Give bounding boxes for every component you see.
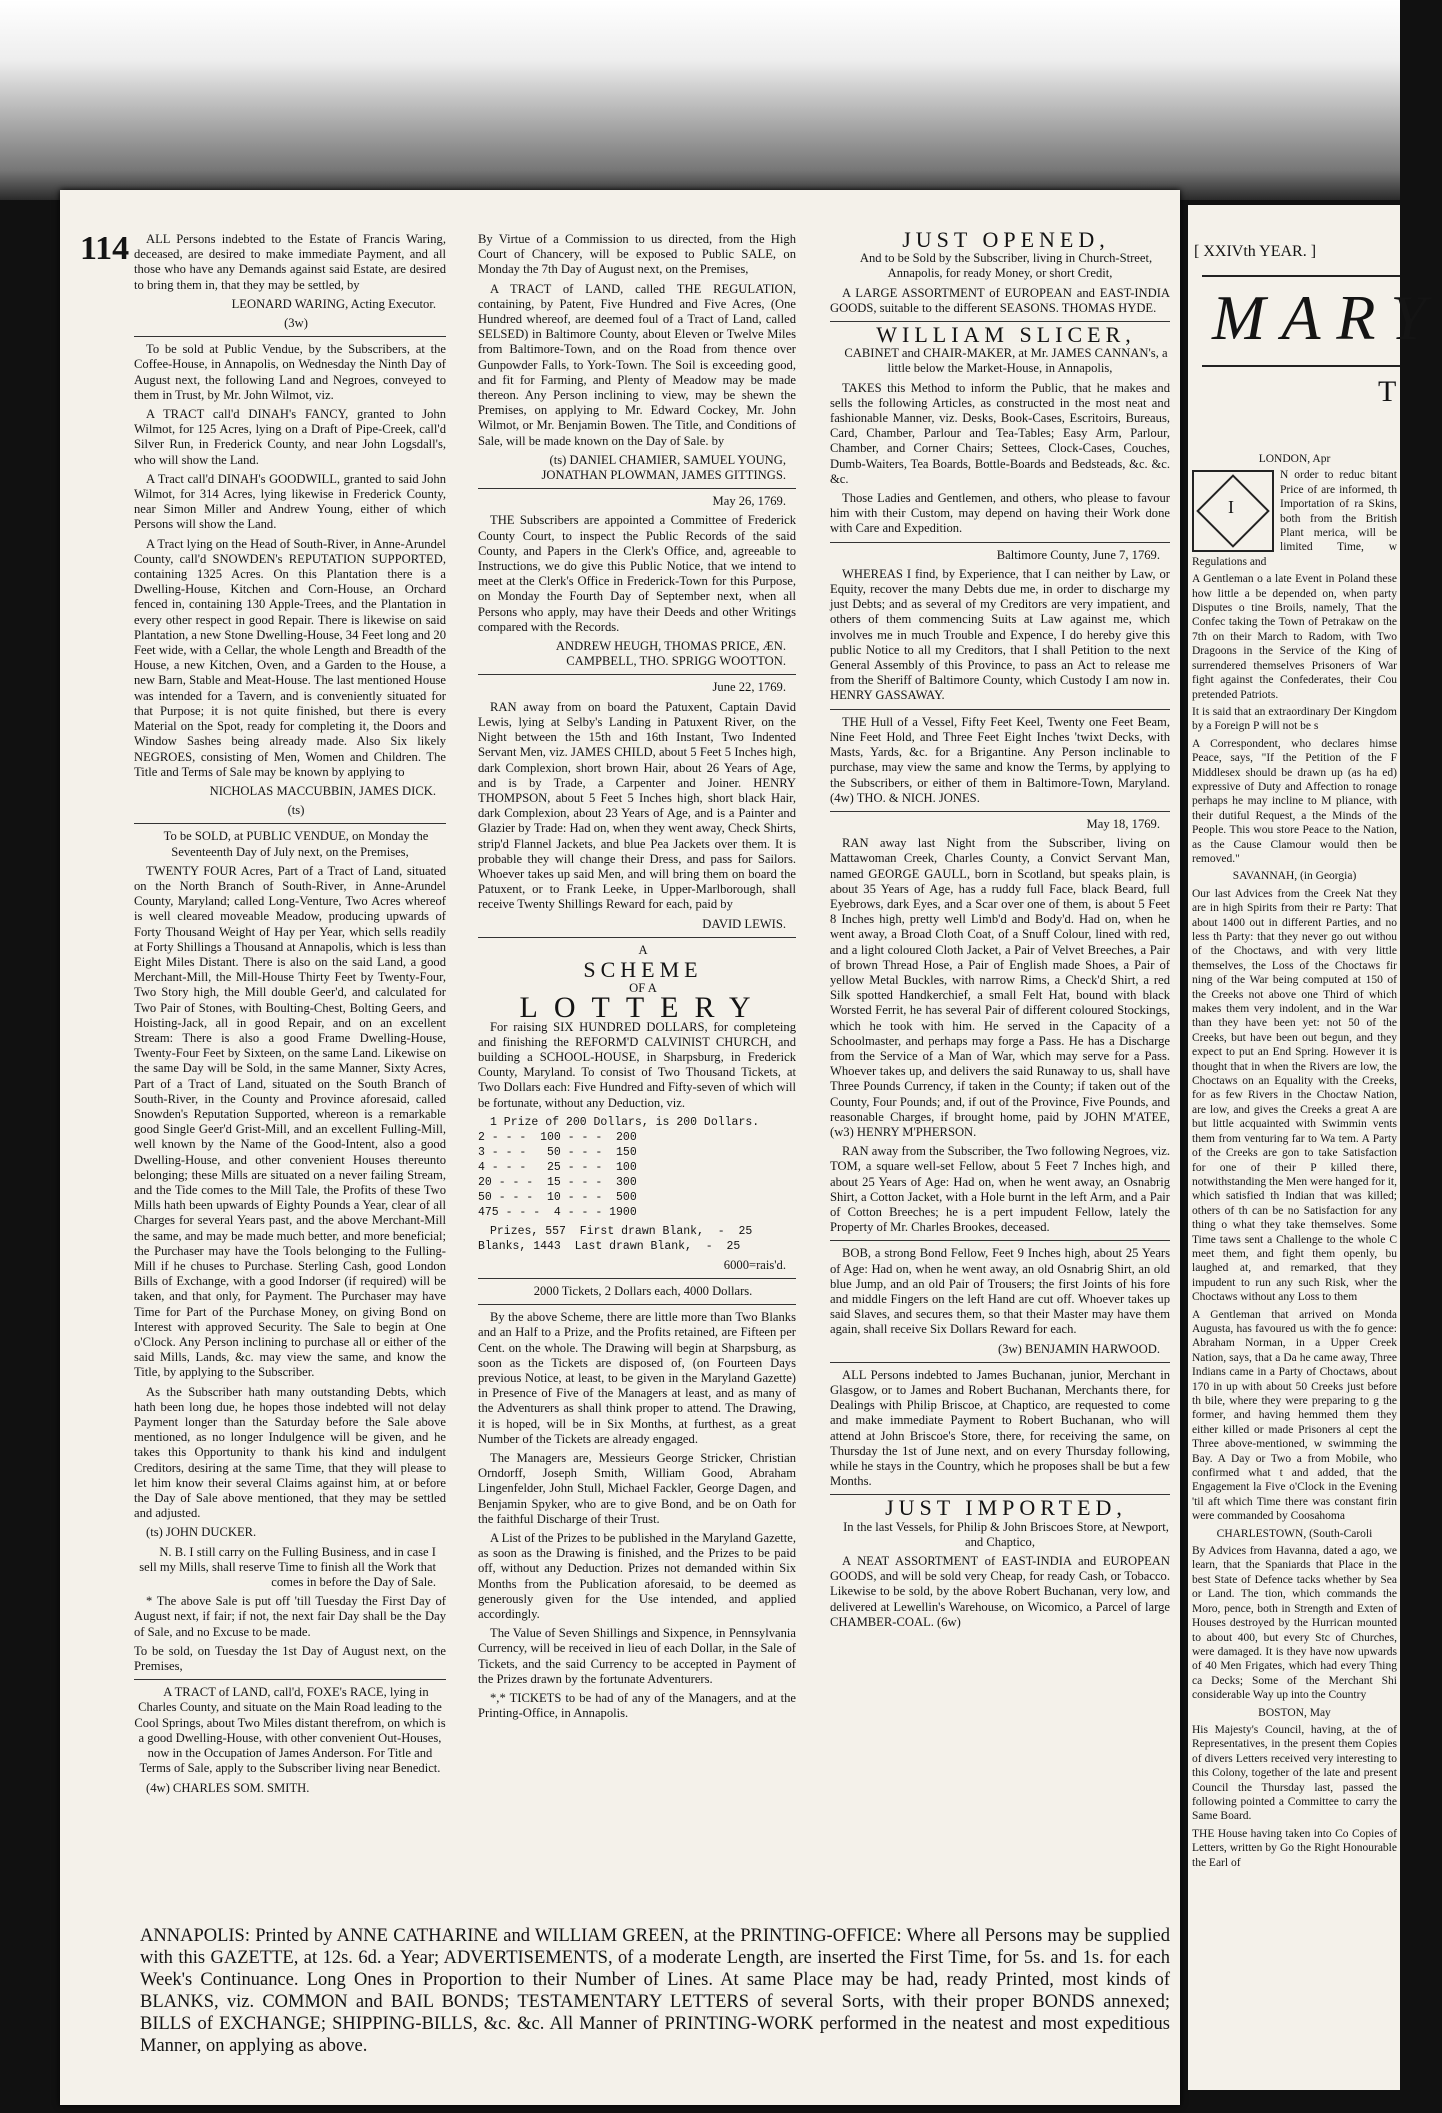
column-3-text: And to be Sold by the Subscriber, living in Church-Street, Annapolis, for ready Money, or short Credit, bbox=[859, 251, 1153, 281]
column-3 bbox=[830, 227, 1170, 1634]
column-3-text: In the last Vessels, for Philip & John Briscoes Store, at Newport, and Chaptico, bbox=[843, 1519, 1169, 1549]
column-3-text: ALL Persons indebted to James Buchanan, junior, Merchant in Glasgow, or to James and Robert Buchanan, Merchants there, for Dealings with Philip Briscoe, at Chaptico, are requested to come and make immediate Payment to Robert Buchanan, who will attend at John Briscoe's Store, there, for receiving the same, on Thursday the 1st of June next, and on every Thursday following, while he stays in the Country, which he proposes shall be but a few Months. bbox=[830, 1367, 1170, 1489]
right-page-text: BOSTON, May bbox=[1258, 1706, 1331, 1719]
column-2-text: THE Subscribers are appointed a Committee of Frederick County Court, to inspect the Public Records of the said County, and Papers in the Clerk's Office, and, agreeable to Instructions, we do give this Public Notice, that we intend to meet at the Clerk's Office in Frederick-Town for this Purpose, on Monday the Fourth Day of September next, when all Persons who apply, may have their Deeds and other Writings compared with the Records. bbox=[478, 513, 796, 634]
column-2-text: The Managers are, Messieurs George Stricker, Christian Orndorff, Joseph Smith, William Good, Abraham Lingenfelder, John Stull, Michael Fackler, George Dagen, and Benjamin Spyker, who are to give Bond, and be on Oath for the faithful Discharge of their Trust. bbox=[478, 1451, 796, 1526]
right-page-text: A Gentleman that arrived on Monda Augusta, has favoured us with the fo gence: Abraham Norman, in a Upper Creek Nation, says, that a Da he came away, Three Indians came in a Party of Choctaws, about 170 in up with about 50 Creeks just before th bile, where they were preparing to g the former, and having hemmed them they either killed or made Prisoners al cept the Three above-mentioned, w swimming the Bay. A Day or Two a from Mobile, who confirmed what t and added, that the Engagement la Five o'Clock in the Evening 'til aft which Time there was constant firin were commanded by Coosahoma bbox=[1192, 1308, 1397, 1523]
column-2-text: *,* TICKETS to be had of any of the Managers, and at the Printing-Office, in Annapolis. bbox=[478, 1691, 796, 1721]
column-rule bbox=[134, 1679, 446, 1680]
column-1-text: (ts) bbox=[287, 803, 305, 818]
column-2-text: 2000 Tickets, 2 Dollars each, 4000 Dollars. bbox=[533, 1283, 753, 1298]
right-page-body bbox=[1192, 450, 1397, 1873]
seal-letter: I bbox=[1228, 497, 1234, 518]
page-number: 114 bbox=[80, 230, 130, 267]
column-2-text: By the above Scheme, there are little more than Two Blanks and an Half to a Prize, and the Profits retained, are Fifteen per Cent. on the whole. The Drawing will begin at Sharpsburg, as soon as the Tickets are disposed of, (on Fourteen Days previous Notice, at least, to be given in the Maryland Gazette) in Presence of Five of the Managers at least, and as many of the Adventurers as shall think proper to attend. The Drawing, it is hoped, will be in Six Months, at furthest, as a great Number of the Tickets are already engaged. bbox=[478, 1310, 796, 1446]
column-1-text: To be SOLD, at PUBLIC VENDUE, on Monday the Seventeenth Day of July next, on the Premises, bbox=[163, 829, 429, 859]
column-1-text: A Tract lying on the Head of South-River, in Anne-Arundel County, call'd SNOWDEN's REPUTATION SUPPORTED, containing 1325 Acres. On this Plantation there is a Dwelling-House, Kitchen and Corn-House, an Orchard fenced in, containing 130 Apple-Trees, and the Plantation in every other respect in good Repair. There is likewise on said Plantation, a new Stone Dwelling-House, 34 Feet long and 20 Feet wide, with a Cellar, the whole Length and Breadth of the House, a new Kitchen, Oven, and a Garden to the House, a new Barn, Stable and Meat-House. The last mentioned House was intended for a Tavern, and is conveniently situated for that Purpose; it is not quite finished, but there is every Material on the Spot, ready for completing it, the Doors and Window Sashes being already made. Also Six likely NEGROES, consisting of Men, Women and Children. The Title and Terms of Sale may be known by applying to bbox=[134, 536, 446, 779]
right-page-paragraphs bbox=[1192, 468, 1397, 1870]
right-page-text: SAVANNAH, (in Georgia) bbox=[1232, 870, 1357, 883]
column-2-text: 6000=rais'd. bbox=[723, 1257, 786, 1272]
column-3-text: WHEREAS I find, by Experience, that I can neither by Law, or Equity, recover the many Debts due me, in order to discharge my just Debts; and as several of my Creditors are very impatient, and others of them commencing Suits at Law against me, which involves me in much Trouble and Expence, I do hereby give this public Notice to all my Creditors, that I shall Petition to the next General Assembly of this Province, to pass an Act to release me from the Sheriff of Baltimore County, which Custody I am now in. HENRY GASSAWAY. bbox=[830, 566, 1170, 703]
column-3-text: Those Ladies and Gentlemen, and others, who please to favour him with their Custom, may depend on having their Work done with Care and Expedition. bbox=[830, 491, 1170, 536]
column-1-text: NICHOLAS MACCUBBIN, JAMES DICK. bbox=[209, 783, 436, 798]
column-3-text: THE Hull of a Vessel, Fifty Feet Keel, Twenty one Feet Beam, Nine Feet Hold, and Three Feet Eight Inches 'twixt Decks, with Masts, Yards, &c. for a Brigantine. Any Person inclinable to purchase, may view the same and know the Terms, by applying to the Subscribers, or either of them in Baltimore-Town, Maryland. (4w) THO. & NICH. JONES. bbox=[830, 714, 1170, 805]
masthead-rule-top bbox=[1202, 275, 1400, 277]
column-1-text: A Tract call'd DINAH's GOODWILL, granted to said John Wilmot, for 314 Acres, lying likewise in Frederick County, near Simon Miller and Andrew Young, either of which Persons will show the Land. bbox=[134, 471, 446, 532]
column-rule bbox=[830, 811, 1170, 812]
right-page-text: CHARLESTOWN, (South-Caroli bbox=[1216, 1527, 1373, 1540]
right-page-text: Our last Advices from the Creek Nat they are in high Spirits from their re Party: That about 1400 out in different Parties, and no less th Party: that they never go out withou of the Choctaws, and with very little themselves, the Loss of the Choctaws fir ning of the War being computed at 150 of the Creeks not above one Third of which makes them very indolent, and in the War than they have been yet: not 50 of the Creeks, but have been out begun, and they expect to put an End Spring. However it is thought that in when the Rivers are low, the Choctaws on an Equality with the Creeks, for as few Rivers in the Choctaw Nation, are low, and gives the Creeks a great A are but little acquainted with Swimmin vents them from venturing far to Wa tem. A Party of the Creeks are gon to take Satisfaction for one of their P killed there, notwithstanding the Men were hanged for it, which satisfied th Indian that was killed; others of th can be no Satisfaction for any thing o what they take themselves. Some Time taws sent a Challenge to the whole C meet them, and fight them openly, bu laughed at, and remarked, that they impudent to run any such Risk, wher the Choctaws without any Loss to them bbox=[1192, 887, 1397, 1304]
column-1-text: To be sold, on Tuesday the 1st Day of August next, on the Premises, bbox=[134, 1643, 446, 1674]
masthead-letter: T bbox=[1378, 375, 1397, 408]
column-1-text: LEONARD WARING, Acting Executor. bbox=[231, 296, 436, 311]
printer-imprint: ANNAPOLIS: Printed by ANNE CATHARINE and WILLIAM GREEN, at the PRINTING-OFFICE: Where all Persons may be supplied with this GAZETTE, at 12s. 6d. a Year; ADVERTISEMENTS, of a moderate Length, are inserted the First Time, for 5s. and 1s. for each Week's Continuance. Long Ones in Proportion to their Number of Lines. At same Place may be had, ready Printed, most kinds of BLANKS, viz. COMMON and BAIL BONDS; TESTAMENTARY LETTERS of several Sorts, with their proper BONDS annexed; BILLS of EXCHANGE; SHIPPING-BILLS, &c. &c. All Manner of PRINTING-WORK performed in the neatest and most expeditious Manner, on applying as above. bbox=[140, 1926, 1170, 2056]
column-2-text: (ts) DANIEL CHAMIER, SAMUEL YOUNG, JONATHAN PLOWMAN, JAMES GITTINGS. bbox=[541, 452, 786, 483]
seal-ornament bbox=[1192, 470, 1274, 552]
column-3-text: RAN away from the Subscriber, the Two following Negroes, viz. TOM, a square well-set Fellow, about 5 Feet 7 Inches high, and about 25 Years of Age: Had on, when he went away, an Osnabrig Shirt, a Cotton Jacket, with a Hole burnt in the left Arm, and a Pair of Cotton Breeches; he is a pert impudent Fellow, lately the Property of Mr. Charles Brookes, deceased. bbox=[830, 1144, 1170, 1235]
column-3-text: CABINET and CHAIR-MAKER, at Mr. JAMES CANNAN's, a little below the Market-House, in Annapolis, bbox=[844, 346, 1168, 376]
right-page-text: N order to reduc bitant Price of are informed, th Importation of ra Skins, both from the British Plant merica, will be limited Time, w Regulations and bbox=[1192, 469, 1397, 568]
masthead-rule-bottom bbox=[1202, 365, 1400, 367]
column-3-text: A NEAT ASSORTMENT of EAST-INDIA and EUROPEAN GOODS, and will be sold very Cheap, for ready Cash, or Tobacco. Likewise to be sold, by the above Robert Buchanan, very low, and delivered at Lewellin's Warehouse, on Wicomico, a Parcel of large CHAMBER-COAL. (6w) bbox=[830, 1554, 1170, 1629]
column-3-text: RAN away last Night from the Subscriber, living on Mattawoman Creek, Charles County, a Convict Servant Man, named GEORGE GAULL, born in Scotland, but speaks plain, is about 35 Years of Age, has a ruddy full Face, black Beard, full Eyebrows, dark Eyes, and a Scar over one of them, is about 5 Feet 8 Inches high, pretty well Limb'd and Body'd. Had on, when he went away, a Broad Cloth Coat, of a Snuff Colour, lined with red, and a light coloured Cloth Jacket, a Pair of Velvet Breeches, a Pair of brown Thread Hose, a Pair of English made Shoes, a Pair of yellow Metal Buckles, with narrow Rims, a Check'd Shirt, a red Silk spotted Handkerchief, a small Felt Hat, bound with black Worsted Ferrit, he has several Pair of different coloured Stockings, which he took with him. He served in the Capacity of a Schoolmaster, and perhaps may forge a Pass. He has a Discharge from the Service of a Man of War, which may serve for a Pass. Whoever takes up, and delivers the said Runaway to us, shall have Three Pounds Currency, if taken in the County; if taken out of the County, Four Pounds; and, if out of the Province, Five Pounds, and reasonable Charges, if brought home, paid by JOHN M'ATEE, (w3) HENRY M'PHERSON. bbox=[830, 836, 1170, 1139]
column-2-text: A List of the Prizes to be published in the Maryland Gazette, as soon as the Drawing is finished, and the Prizes to be paid off, without any Deduction. Prizes not demanded within Six Months from the Publication aforesaid, to be deemed as generously given for the Use intended, and applied accordingly. bbox=[478, 1531, 796, 1622]
column-2 bbox=[478, 232, 796, 1725]
column-rule bbox=[134, 823, 446, 824]
right-page bbox=[1188, 205, 1442, 2090]
column-1-text: (4w) CHARLES SOM. SMITH. bbox=[146, 1780, 310, 1795]
column-2-text: Prizes, 557 First drawn Blank, - 25 Blanks, 1443 Last drawn Blank, - 25 bbox=[478, 1224, 753, 1253]
right-page-text: His Majesty's Council, having, at the of Representatives, in the present them Copies of divers Letters received very interesting to this Colony, together of the late and present Council the Thursday last, passed the following pointed a Committee to carry the Same Board. bbox=[1192, 1723, 1397, 1823]
column-1-text: As the Subscriber hath many outstanding Debts, which hath been long due, he hopes those indebted will not delay Payment longer than the Saturday before the Sale above mentioned, as no longer Indulgence will be given, and he takes this Opportunity to thank his kind and indulgent Creditors, desiring at the same Time, that they will please to let him know their several Claims against him, at or before the Day of Sale above mentioned, that they may be settled and adjusted. bbox=[134, 1384, 446, 1521]
column-1-text: (3w) bbox=[284, 316, 308, 331]
masthead-title: MARY bbox=[1212, 282, 1442, 353]
column-rule bbox=[830, 1240, 1170, 1241]
column-2-text: May 26, 1769. bbox=[712, 494, 786, 509]
column-2-text: SCHEME bbox=[583, 956, 703, 982]
column-rule bbox=[830, 542, 1170, 543]
column-2-text: ANDREW HEUGH, THOMAS PRICE, ÆN. CAMPBELL, THO. SPRIGG WOOTTON. bbox=[555, 639, 786, 669]
column-3-text: TAKES this Method to inform the Public, that he makes and sells the following Articles, as constructed in the most neat and fashionable Manner, viz. Desks, Book-Cases, Escritoirs, Bureaus, Card, Chamber, Parlour and Tea-Tables; Easy Arm, Parlour, Chamber, and Corner Chairs; Settees, Clock-Cases, Couches, Dumb-Waiters, Tea Boards, Bottle-Boards and Bedsteads, &c. &c. &c. bbox=[830, 380, 1170, 486]
right-page-text: A Gentleman o a late Event in Poland these how little a be depended on, when party Disputes o tine Broils, namely, That the Confec taking the Town of Petrakaw on the 7th on their March to Radom, with Two Dragoons in the Service of the King of surrendered themselves Prisoners of War fight against the Confederates, their Cou pretended Patriots. bbox=[1192, 573, 1397, 701]
page-shadow-band bbox=[0, 0, 1400, 200]
column-3-text: A LARGE ASSORTMENT of EUROPEAN and EAST-INDIA GOODS, suitable to the different SEASONS. THOMAS HYDE. bbox=[830, 285, 1170, 315]
column-2-text: RAN away from on board the Patuxent, Captain David Lewis, lying at Selby's Landing in Patuxent River, on the Night between the 15th and 16th Instant, Two Indented Servant Men, viz. JAMES CHILD, about 5 Feet 5 Inches high, dark Complexion, short brown Hair, about 26 Years of Age, and is by Trade, a Carpenter and Joiner. HENRY THOMPSON, about 5 Feet 5 Inches high, short black Hair, dark Complexion, about 23 Years of Age, and is a Painter and Glazier by Trade: Had on, when they went away, Check Shirts, strip'd Flannel Jackets, and blue Pea Jackets over them. It is probable they will change their Dress, and pass for Sailors. Whoever takes up said Men, and will bring them on board the Patuxent, or to Frank Leeke, in Upper-Marlborough, shall receive Twenty Shillings Reward for each, paid by bbox=[478, 699, 796, 912]
column-1-text: N. B. I still carry on the Fulling Business, and in case I sell my Mills, shall reserve Time to finish all the Work that comes in before the Day of Sale. bbox=[139, 1544, 436, 1590]
column-3-text: Baltimore County, June 7, 1769. bbox=[996, 547, 1160, 562]
column-2-text: A bbox=[638, 942, 648, 957]
column-rule bbox=[478, 674, 796, 675]
column-3-text: WILLIAM SLICER, bbox=[876, 322, 1136, 348]
column-rule bbox=[134, 336, 446, 337]
column-2-text: A TRACT of LAND, called THE REGULATION, containing, by Patent, Five Hundred and Five Acres, (One Hundred whereof, are deemed foul of a Tract of Land, called SELSED) in Baltimore County, about Eleven or Twelve Miles from Baltimore-Town, and on the Road from thence over Gunpowder Falls, to York-Town. The Soil is exceeding good, and fit for Farming, and Plenty of Meadow may be made thereon. Any Person inclining to view, may be shewn the Premises, on applying to Mr. Edward Cockey, Mr. John Wilmot, or Mr. Benjamin Bowen. The Title, and Conditions of Sale, will be made known on the Day of Sale. by bbox=[478, 281, 796, 448]
year-header: [ XXIVth YEAR. ] bbox=[1194, 243, 1317, 260]
column-2-text: DAVID LEWIS. bbox=[702, 916, 786, 931]
right-page-text: It is said that an extraordinary Der Kingdom by a Foreign P will not be s bbox=[1192, 705, 1397, 733]
column-2-text: The Value of Seven Shillings and Sixpence, in Pennsylvania Currency, will be received in lieu of each Dollar, in the Sale of Tickets, and the said Currency to be accepted in Payment of the Prizes drawn by the fortunate Adventurers. bbox=[478, 1626, 796, 1686]
column-2-text: LOTTERY bbox=[519, 991, 767, 1025]
column-1 bbox=[134, 232, 446, 1800]
column-rule bbox=[478, 1304, 796, 1305]
column-2-text: For raising SIX HUNDRED DOLLARS, for completeing and finishing the REFORM'D CALVINIST CHURCH, and building a SCHOOL-HOUSE, in Sharpsburg, in Frederick County, Maryland. To consist of Two Thousand Tickets, at Two Dollars each: Five Hundred and Fifty-seven of which will be fortunate, without any Deduction, viz. bbox=[478, 1019, 796, 1110]
column-rule bbox=[830, 709, 1170, 710]
column-2-text: OF A bbox=[629, 981, 657, 996]
right-page-text: THE House having taken into Co Copies of Letters, written by Go the Right Honourable the Earl of bbox=[1192, 1827, 1397, 1869]
column-rule bbox=[478, 488, 796, 489]
london-dateline: LONDON, Apr bbox=[1258, 453, 1331, 465]
column-rule bbox=[830, 1362, 1170, 1363]
column-1-text: To be sold at Public Vendue, by the Subscribers, at the Coffee-House, in Annapolis, on Wednesday the Ninth Day of August next, the following Land and Negroes, conveyed to them in Trust, by Mr. John Wilmot, viz. bbox=[134, 342, 446, 402]
column-1-text: (ts) JOHN DUCKER. bbox=[146, 1525, 257, 1540]
column-3-text: (3w) BENJAMIN HARWOOD. bbox=[998, 1341, 1160, 1356]
column-1-text: ALL Persons indebted to the Estate of Francis Waring, deceased, are desired to make immediate Payment, and all those who have any Demands against said Estate, are desired to bring them in, that they may be settled, by bbox=[134, 232, 446, 292]
column-3-text: BOB, a strong Bond Fellow, Feet 9 Inches high, about 25 Years of Age: Had on, when he went away, an old Osnabrig Shirt, an old blue Jump, and an old Pair of Trousers; the first Joints of his fore and middle Fingers on the left Hand are cut off. Whoever takes up said Slaves, and secures them, so that their Master may have them again, shall receive Six Dollars Reward for each. bbox=[830, 1246, 1170, 1337]
column-2-text: 1 Prize of 200 Dollars, is 200 Dollars. 2 - - - 100 - - - 200 3 - - - 50 - - - 150 4 - - - 25 - - - 100 20 - - - 15 - - - 300 50 - - - 10 - - - 500 475 - - - 4 - - - 1900 bbox=[478, 1115, 760, 1219]
column-1-text: TWENTY FOUR Acres, Part of a Tract of Land, situated on the North Branch of South-River, in Anne-Arundel County, Maryland; called Long-Venture, Two Acres whereof is well cleared moveable Meadow, producing upwards of Forty Thousand Weight of Hay per Year, which sells readily at Forty Shillings a Thousand at Annapolis, which is less than Eight Miles Distant. There is also on the said Land, a good Merchant-Mill, the Mill-House Thirty Feet by Twenty-Four, Two Story high, the Mill double Geer'd, and calculated for Two Pair of Stones, with Boulting-Chest, Bolting Geers, and Hoisting-Jack, all in good Repair, and on an excellent Stream: There is also a good Frame Dwelling-House, Twenty-Four Feet by Sixteen, on the same Land. Likewise on the same Day will be Sold, in the same Manner, Sixty Acres, Part of a Tract of Land, situated on the South Branch of South-River, in the County and Province aforesaid, called Snowden's Reputation Supported, whereon is a remarkable good Single Geer'd Grist-Mill, and an excellent Fulling-Mill, well known by the Name of the Good-Intent, also a good Dwelling-House, and other convenient Houses thereunto belonging; these Mills are situated on a never failing Stream, and the Tide comes to the Mill Tale, the Profits of these Two Mills hath been upwards of Eighty Pounds a Year, clear of all Charges for several Years past, and the above Merchant-Mill the same, and may be made much better, and more beneficial; the Purchaser may have the Tools belonging to the Fulling-Mill if he chuses to Purchase. Sterling Cash, good London Bills of Exchange, with a good Indorser (if required) will be taken, and that only, for Payment. The Purchaser may have Time for Part of the Purchase Money, on giving Bond on Interest with approved Security. The Sale to begin at One o'Clock. Any Person inclining to purchase all or either of the said Mills, Lands, &c. may view the same, and know the Title, by applying to the Subscriber. bbox=[134, 863, 446, 1380]
column-1-text: * The above Sale is put off 'till Tuesday the First Day of August next, if fair; if not, the next fair Day shall be the Day of Sale, and no Excuse to be made. bbox=[134, 1594, 446, 1639]
column-3-text: JUST IMPORTED, bbox=[885, 1495, 1127, 1521]
column-1-text: A TRACT of LAND, call'd, FOXE's RACE, lying in Charles County, and situate on the Main Road leading to the Cool Springs, about Two Miles distant therefrom, on which is a good Dwelling-House, with other convenient Out-Houses, now in the Occupation of James Anderson. For Title and Terms of Sale, apply to the Subscriber living near Benedict. bbox=[134, 1685, 446, 1776]
column-3-text: JUST OPENED, bbox=[902, 227, 1110, 252]
right-page-text: By Advices from Havanna, dated a ago, we learn, that the Spaniards that Place in the best State of Defence tacks whether by Sea or Land. The tion, which commands the Moro, pence, both in Strength and Exten of Houses destroyed by the Hurrican mounted to about 400, but every Stc of Churches, were damaged. It is they have now upwards of 40 Men Frigates, which had every Thing ca Decks; Some of the Merchant Shi considerable Way up into the Country bbox=[1192, 1545, 1397, 1702]
column-3-text: May 18, 1769. bbox=[1086, 816, 1160, 831]
column-2-text: By Virtue of a Commission to us directed, from the High Court of Chancery, will be exposed to Public SALE, on Monday the 7th Day of August next, on the Premises, bbox=[478, 232, 796, 277]
column-2-text: June 22, 1769. bbox=[712, 680, 786, 695]
left-page bbox=[60, 190, 1180, 2105]
column-rule bbox=[478, 1278, 796, 1279]
column-rule bbox=[478, 937, 796, 938]
right-page-text: A Correspondent, who declares himse Peace, says, "If the Petition of the F Middlesex should be drawn up (as ha ed) expressive of Duty and Affection to ronage perhaps he may incline to M pliance, with their dutiful Request, a the Minds of the People. This wou store Peace to the Nation, as the Cause Clamour would then be removed." bbox=[1192, 737, 1397, 865]
column-1-text: A TRACT call'd DINAH's FANCY, granted to John Wilmot, for 125 Acres, lying on a Draft of Pipe-Creek, call'd Silver Run, in Frederick County, and near John Logsdall's, who will show the Land. bbox=[134, 407, 446, 467]
